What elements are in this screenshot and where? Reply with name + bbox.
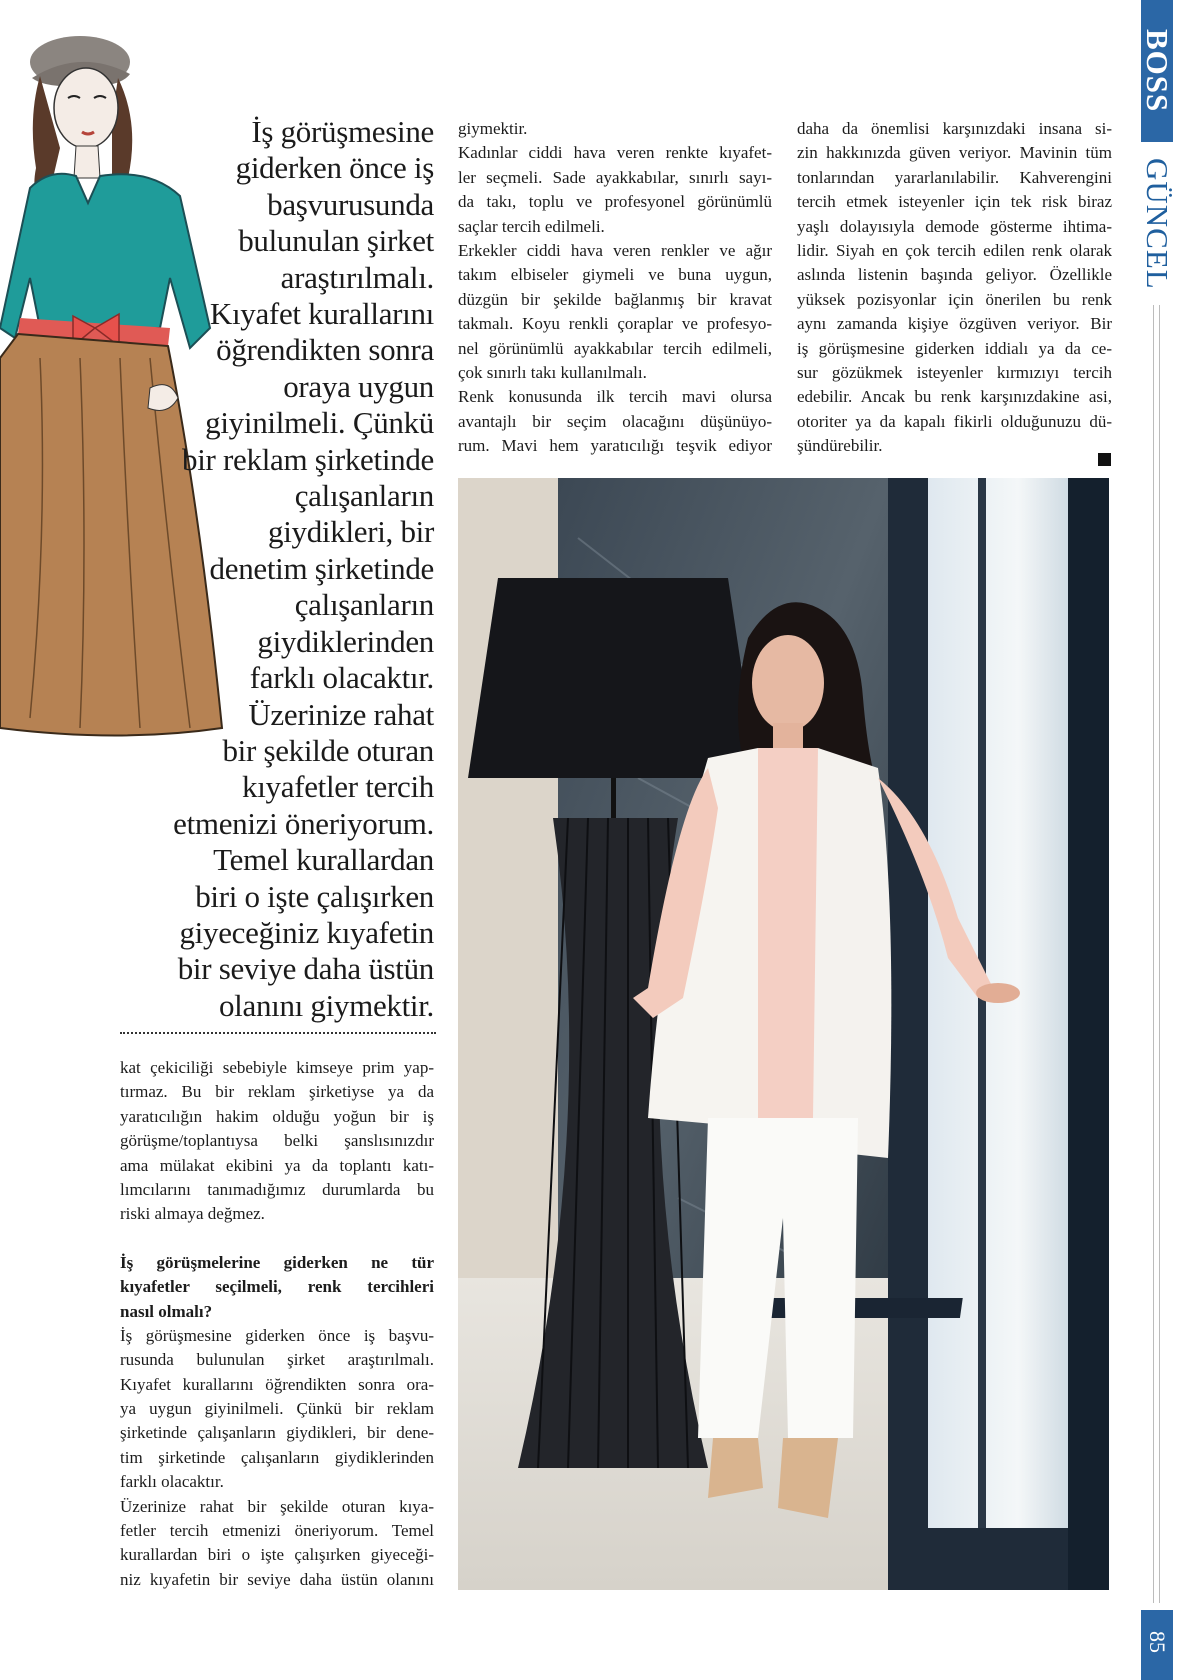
text-line: ama mülakat ekibini ya da toplantı katı-	[120, 1155, 434, 1175]
pull-quote-line: kıyafetler tercih	[242, 769, 434, 805]
text-line: Üzerinize rahat bir şekilde oturan kıya-	[120, 1496, 434, 1516]
article-column-left	[120, 1056, 434, 1592]
article-column-middle	[458, 117, 772, 458]
text-line: sur gözükmek isteyenler kırmızıyı tercih	[797, 362, 1112, 382]
text-line: Kıyafet kurallarını öğrendikten sonra ora-	[120, 1374, 434, 1394]
pull-quote-line: Üzerinize rahat	[248, 696, 434, 732]
text-line: takım elbiseler giymeli ve buna uygun,	[458, 265, 772, 285]
text-line: farklı olacaktır.	[120, 1472, 224, 1492]
text-line: zin hakkınızda güven veriyor. Mavinin tüm	[797, 143, 1112, 163]
text-line: nel görünümlü ayakkabılar tercih edilmeli,	[458, 338, 772, 358]
text-line: fetler tercih etmenizi öneriyorum. Temel	[120, 1521, 434, 1541]
section-category	[1141, 148, 1173, 300]
pull-quote-line: biri o işte çalışırken	[195, 878, 434, 914]
text-line: lımcılarını tanımadığımız durumlarda bu	[120, 1179, 434, 1199]
mid-para-4	[458, 385, 772, 458]
left-para-2	[120, 1324, 434, 1495]
text-line: giymektir.	[458, 119, 528, 138]
pull-quote-line: farklı olacaktır.	[249, 660, 434, 696]
text-line: görüşme/toplantıysa belki şanslısınızdır	[120, 1131, 434, 1151]
pull-quote-line: giydiklerinden	[257, 623, 434, 659]
pull-quote-line: araştırılmalı.	[280, 259, 434, 295]
text-line: kurallardan biri o işte çalışırken giyeceği-	[120, 1545, 434, 1565]
text-line: ya uygun giyinilmeli. Çünkü bir reklam	[120, 1399, 434, 1419]
text-line: İş görüşmelerine giderken ne tür	[120, 1252, 434, 1272]
text-line: kıyafetler seçilmeli, renk tercihleri	[120, 1277, 434, 1297]
pull-quote	[130, 114, 434, 1024]
pull-quote-divider	[120, 1032, 436, 1034]
right-para-1	[797, 117, 1112, 458]
text-line: aynı zamanda kişiye özgüven veriyor. Bir	[797, 314, 1112, 334]
text-line: Kadınlar ciddi hava veren renkte kıyafet-	[458, 143, 772, 163]
text-line: lidir. Siyah en çok tercih edilen renk olarak	[797, 240, 1112, 260]
mid-para-1	[458, 117, 772, 141]
text-line: rusunda bulunulan şirket araştırılmalı.	[120, 1350, 434, 1370]
text-line: aslında listenin başında geliyor. Özellikle	[797, 265, 1112, 285]
pull-quote-line: giderken önce iş	[235, 150, 434, 186]
text-line: saçlar tercih edilmeli.	[458, 216, 605, 236]
text-line: tercih etmek isteyenler için tek risk biraz	[797, 192, 1112, 212]
left-para-1	[120, 1056, 434, 1227]
text-line: da takı, toplu ve profesyonel görünümlü	[458, 192, 772, 212]
text-line: avantajlı bir seçim olacağını düşünüyo-	[458, 411, 772, 431]
text-line: düzgün bir şekilde bağlanmış bir kravat	[458, 289, 772, 309]
mid-para-3	[458, 239, 772, 385]
pull-quote-line: çalışanların	[294, 478, 434, 514]
pull-quote-line: bulunulan şirket	[238, 223, 434, 259]
text-line: tırmaz. Bu bir reklam şirketiyse ya da	[120, 1082, 434, 1102]
text-line: tim şirketinde çalışanların giydiklerinden	[120, 1447, 434, 1467]
left-para-3	[120, 1495, 434, 1593]
text-line: şirketinde çalışanların giydikleri, bir dene-	[120, 1423, 434, 1443]
text-line: iş görüşmesine giderken iddialı ya da ce-	[797, 338, 1112, 358]
section-brand-label: BOSS	[1140, 29, 1175, 113]
pull-quote-line: bir şekilde oturan	[222, 732, 434, 768]
pull-quote-line: İş görüşmesine	[251, 114, 434, 149]
text-line: takmalı. Koyu renkli çoraplar ve profesyo-	[458, 314, 772, 334]
pull-quote-line: olanını giymektir.	[218, 987, 434, 1023]
text-line: rum. Mavi hem yaratıcılığı teşvik ediyor	[458, 436, 772, 456]
text-line: riski almaya değmez.	[120, 1204, 265, 1224]
text-line: şündürebilir.	[797, 436, 883, 456]
interview-question	[120, 1251, 434, 1324]
pull-quote-line: Temel kurallardan	[213, 842, 434, 878]
text-line: daha da önemlisi karşınızdaki insana si-	[797, 119, 1112, 138]
text-line: nasıl olmalı?	[120, 1301, 213, 1321]
text-line: kat çekiciliği sebebiyle kimseye prim yap-	[120, 1058, 434, 1077]
text-line: tonlarından yararlanılabilir. Kahverengini	[797, 167, 1112, 187]
pull-quote-line: giyinilmeli. Çünkü	[205, 405, 434, 441]
pull-quote-line: oraya uygun	[283, 368, 434, 404]
pull-quote-line: giydikleri, bir	[268, 514, 434, 550]
text-line: otoriter ya da kapalı fikirli olduğunuzu dü-	[797, 411, 1112, 431]
article-end-mark	[1098, 453, 1111, 466]
section-brand	[1141, 0, 1173, 142]
text-line: yaratıcılığın hakim olduğu yoğun bir iş	[120, 1106, 434, 1126]
text-line: ler seçmeli. Sade ayakkabılar, sınırlı sayı-	[458, 167, 772, 187]
page-number: 85	[1145, 1631, 1170, 1653]
pull-quote-line: bir reklam şirketinde	[182, 441, 434, 477]
text-line: niz kıyafetin bir seviye daha üstün olanını	[120, 1569, 434, 1589]
text-line: edebilir. Ancak bu renk karşınızdakine asi,	[797, 387, 1112, 407]
text-line: çok sınırlı takı kullanılmalı.	[458, 362, 647, 382]
pull-quote-line: öğrendikten sonra	[216, 332, 434, 368]
pull-quote-line: giyeceğiniz kıyafetin	[179, 914, 434, 950]
pull-quote-line: Kıyafet kurallarını	[209, 296, 434, 332]
mid-para-2	[458, 141, 772, 239]
section-category-label: GÜNCEL	[1140, 158, 1175, 290]
portrait-photo	[458, 478, 1109, 1590]
pull-quote-line: çalışanların	[294, 587, 434, 623]
text-line: Erkekler ciddi hava veren renkler ve ağır	[458, 240, 772, 260]
pull-quote-line: denetim şirketinde	[209, 550, 434, 586]
text-line: Renk konusunda ilk tercih mavi olursa	[458, 387, 772, 407]
pull-quote-line: başvurusunda	[267, 186, 434, 222]
text-line: yüksek pozisyonlar için önerilen bu renk	[797, 289, 1112, 309]
text-line: İş görüşmesine giderken önce iş başvu-	[120, 1325, 434, 1345]
article-column-right	[797, 117, 1112, 458]
pull-quote-line: bir seviye daha üstün	[177, 951, 434, 987]
side-rule	[1153, 305, 1160, 1603]
pull-quote-line: etmenizi öneriyorum.	[173, 805, 434, 841]
text-line: yaşlı dolayısıyla demode gösterme ihtima-	[797, 216, 1112, 236]
